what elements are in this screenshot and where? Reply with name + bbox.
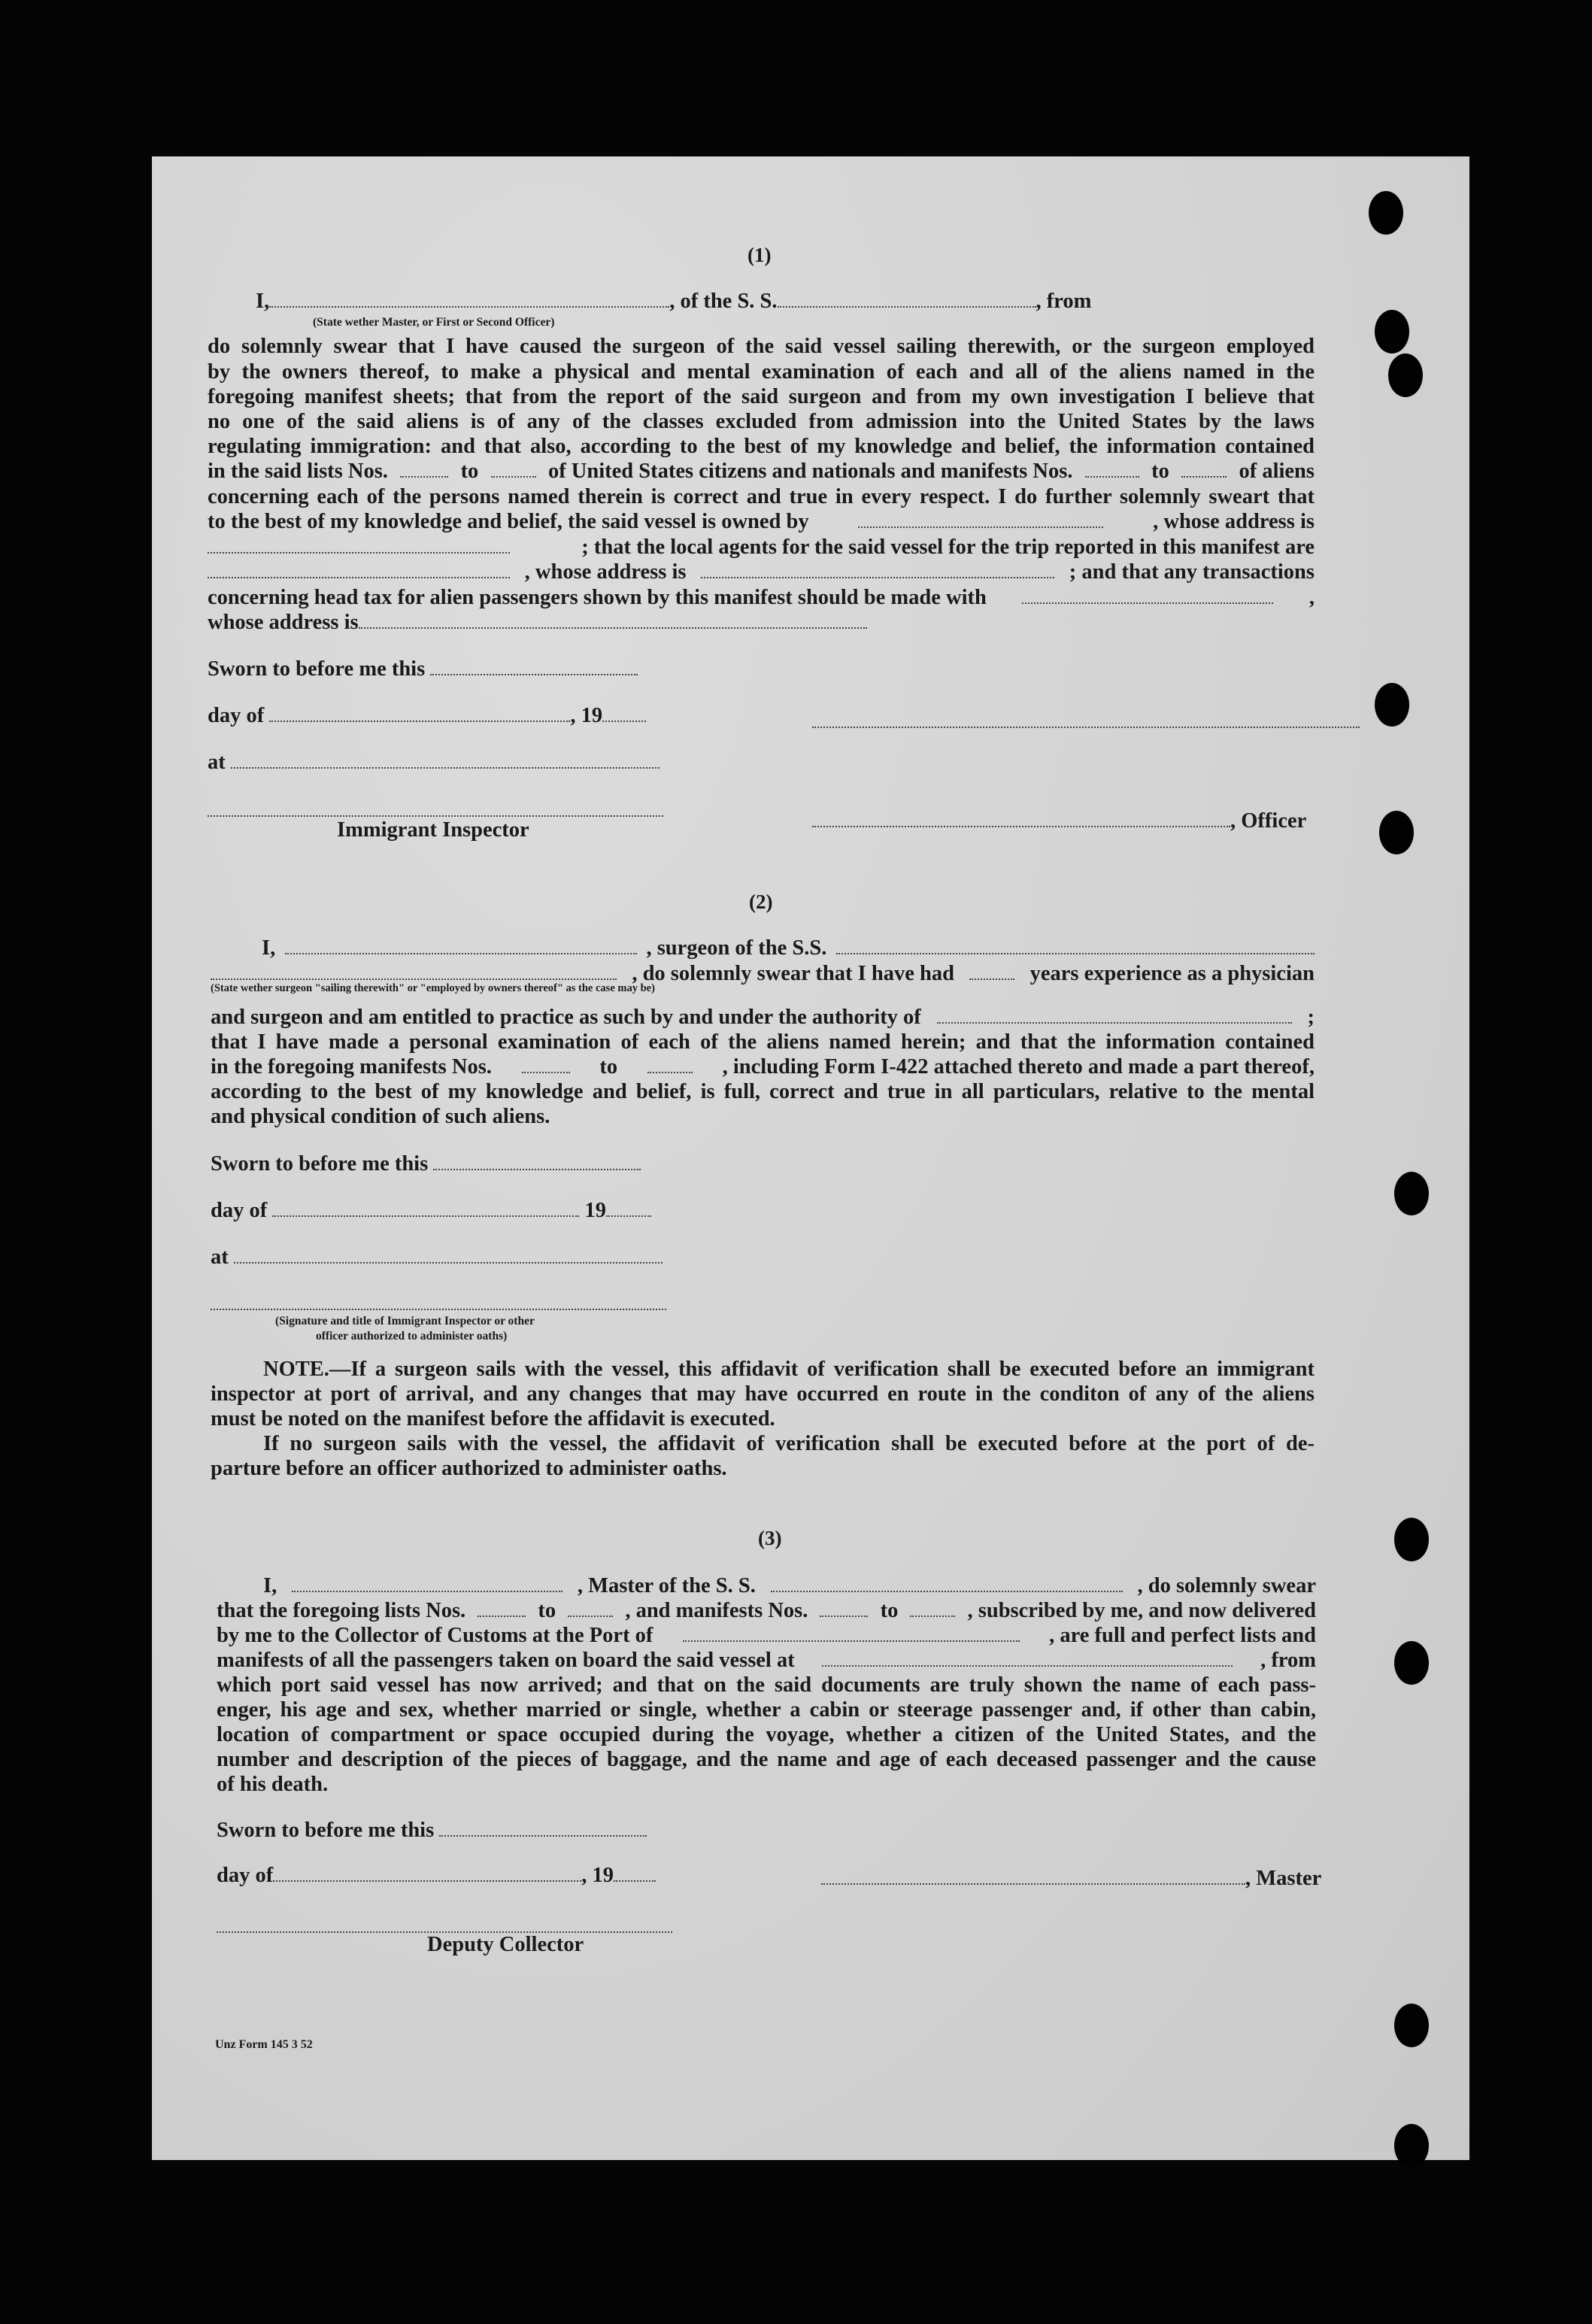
section-1-owned-line: to the best of my knowledge and belief, the said vessel is owned by , whose address is (208, 510, 1315, 533)
section-1-line-1: I, , of the S. S. , from (256, 290, 1092, 313)
note-line-1: NOTE.—If a surgeon sails with the vessel, this affidavit of verification shall be executed before an immigrant (263, 1358, 1315, 1381)
binder-hole-4 (1375, 683, 1409, 727)
deputy-collector-label: Deputy Collector (427, 1933, 584, 1956)
section-1-body-line-5: regulating immigration: and that also, according to the best of my knowledge and belief, the information contained (208, 435, 1315, 458)
binder-hole-10 (1394, 2124, 1429, 2168)
section-1-body-line-1: do solemnly swear that I have caused the surgeon of the said vessel sailing therewith, or the surgeon employed (208, 335, 1315, 358)
note-line-3: must be noted on the manifest before the affidavit is executed. (211, 1407, 775, 1431)
section-1-whose-line: whose address is (208, 610, 867, 636)
section-1-at: at (208, 751, 660, 775)
section-3-line-1: I, , Master of the S. S. , do solemnly swear (263, 1574, 1316, 1597)
section-1-body-line-3: foregoing manifest sheets; that from the report of the said surgeon and from my own investigation I believe that (208, 385, 1315, 408)
manifest-affidavit-page (152, 156, 1469, 2160)
section-3-sworn: Sworn to before me this (217, 1819, 647, 1843)
immigrant-inspector-label: Immigrant Inspector (337, 818, 529, 842)
section-2-day-of: day of 19 (211, 1199, 651, 1223)
section-2-exam-line: that I have made a personal examination of each of the aliens named herein; and that the information contained (211, 1030, 1315, 1054)
section-2-signature-note-1: (Signature and title of Immigrant Inspector or other (275, 1315, 535, 1327)
section-3-line-2: that the foregoing lists Nos. to , and manifests Nos. to , subscribed by me, and now delivered (217, 1599, 1316, 1622)
section-2-at: at (211, 1245, 663, 1270)
binder-hole-2 (1375, 310, 1409, 353)
officer-note: (State wether Master, or First or Second Officer) (313, 316, 555, 329)
section-1-agents-line: ; that the local agents for the said vessel for the trip reported in this manifest are (208, 535, 1315, 560)
section-2-authority-line: and surgeon and am entitled to practice as such by and under the authority of ; (211, 1006, 1315, 1029)
officer-label: , Officer (812, 809, 1306, 833)
binder-hole-1 (1369, 191, 1403, 235)
binder-hole-3 (1388, 353, 1423, 397)
binder-hole-7 (1394, 1518, 1429, 1561)
section-2-body-line-2: according to the best of my knowledge and belief, is full, correct and true in all particulars, relative to the mental (211, 1080, 1315, 1103)
section-1-officer-signature-top-line (812, 725, 1360, 728)
section-1-lists-line: in the said lists Nos. to of United States citizens and nationals and manifests Nos. to of aliens (208, 460, 1315, 483)
section-1-address-line: , whose address is ; and that any transactions (208, 560, 1315, 585)
section-2-line-2: , do solemnly swear that I have had years experience as a physician (211, 961, 1315, 987)
section-3-body-line-2: enger, his age and sex, whether married or single, whether a cabin or steerage passenger and, if other than cabin, (217, 1698, 1316, 1722)
section-3-body-line-3: location of compartment or space occupied during the voyage, whether a citizen of the United States, and the (217, 1723, 1316, 1746)
binder-hole-8 (1394, 1641, 1429, 1685)
section-2-signature-note-2: officer authorized to administer oaths) (316, 1330, 508, 1343)
section-2-manifests-line: in the foregoing manifests Nos. to , including Form I-422 attached thereto and made a part thereof, (211, 1055, 1315, 1079)
section-3-body-line-1: which port said vessel has now arrived; and that on the said documents are truly shown the name of each pass- (217, 1673, 1316, 1697)
section-2-line-1: I, , surgeon of the S.S. (262, 936, 1315, 961)
section-2-sworn: Sworn to before me this (211, 1152, 641, 1176)
section-3-line-3: by me to the Collector of Customs at the Port of , are full and perfect lists and (217, 1624, 1316, 1647)
master-label: , Master (821, 1867, 1321, 1891)
binder-hole-6 (1394, 1172, 1429, 1215)
note-line-5: parture before an officer authorized to administer oaths. (211, 1457, 727, 1480)
section-1-number: (1) (747, 244, 772, 266)
section-2-body-line-3: and physical condition of such aliens. (211, 1105, 550, 1128)
section-1-day-of: day of , 19 (208, 704, 646, 728)
form-id: Unz Form 145 3 52 (215, 2038, 313, 2051)
section-3-day-of: day of , 19 (217, 1864, 656, 1888)
section-1-body-line-2: by the owners thereof, to make a physical and mental examination of each and all of the aliens named in the (208, 360, 1315, 384)
binder-hole-9 (1394, 2004, 1429, 2047)
note-line-2: inspector at port of arrival, and any changes that may have occurred en route in the conditon of any of the aliens (211, 1382, 1315, 1406)
section-1-sworn: Sworn to before me this (208, 657, 638, 681)
section-1-body-line-4: no one of the said aliens is of any of the classes excluded from admission into the United States by the laws (208, 410, 1315, 433)
section-1-headtax-line: concerning head tax for alien passengers shown by this manifest should be made with , (208, 586, 1315, 609)
note-line-4: If no surgeon sails with the vessel, the affidavit of verification shall be executed before at the port of de- (263, 1432, 1315, 1455)
section-2-signature-line (211, 1307, 666, 1310)
section-3-body-line-4: number and description of the pieces of baggage, and the name and age of each deceased passenger and the cause (217, 1748, 1316, 1771)
surgeon-note: (State wether surgeon "sailing therewith" or "employed by owners thereof" as the case may be) (211, 982, 655, 994)
binder-hole-5 (1379, 811, 1414, 854)
section-3-body-line-5: of his death. (217, 1773, 329, 1796)
section-1-concerning-line: concerning each of the persons named therein is correct and true in every respect. I do further solemnly sweart that (208, 485, 1315, 508)
section-2-number: (2) (749, 890, 773, 913)
section-3-line-4: manifests of all the passengers taken on board the said vessel at , from (217, 1649, 1316, 1672)
inspector-signature-line (208, 814, 663, 817)
section-3-number: (3) (758, 1527, 782, 1549)
